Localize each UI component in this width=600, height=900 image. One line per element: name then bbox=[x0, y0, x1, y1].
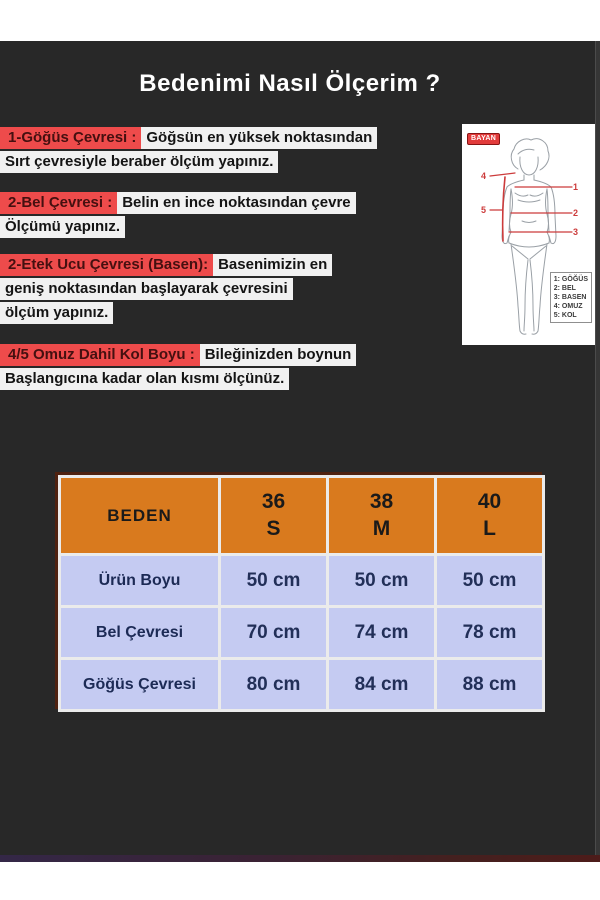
legend-item: 5: KOL bbox=[553, 312, 577, 319]
section-bel-cevresi bbox=[0, 192, 356, 240]
size-value-cell: 84 cm bbox=[328, 659, 436, 711]
size-column-36s: 36 S bbox=[220, 477, 328, 555]
marker-5: 5 bbox=[481, 205, 487, 215]
size-value-cell: 78 cm bbox=[436, 607, 544, 659]
size-table bbox=[58, 475, 545, 712]
measurement-figure-card bbox=[462, 124, 595, 345]
size-column-38m: 38 M bbox=[328, 477, 436, 555]
section-text: Basenimizin en bbox=[213, 254, 332, 276]
section-text: Bileğinizden boynun bbox=[200, 344, 357, 366]
marker-4: 4 bbox=[481, 171, 487, 181]
section-text: geniş noktasından başlayarak çevresini bbox=[0, 278, 293, 300]
page-title: Bedenimi Nasıl Ölçerim ? bbox=[139, 70, 441, 97]
size-value-cell: 50 cm bbox=[220, 555, 328, 607]
measure-line-4 bbox=[490, 173, 515, 176]
row-label: Ürün Boyu bbox=[60, 555, 220, 607]
table-row-bel-cevresi bbox=[60, 607, 544, 659]
measure-legend bbox=[550, 272, 592, 323]
section-etek-ucu-cevresi bbox=[0, 254, 332, 326]
size-value-cell: 74 cm bbox=[328, 607, 436, 659]
table-row-gogus-cevresi bbox=[60, 659, 544, 711]
size-value-cell: 70 cm bbox=[220, 607, 328, 659]
table-row-urun-boyu bbox=[60, 555, 544, 607]
section-label: 1-Göğüs Çevresi : bbox=[0, 127, 141, 149]
section-text: Sırt çevresiyle beraber ölçüm yapınız. bbox=[0, 151, 278, 173]
marker-1: 1 bbox=[573, 182, 579, 192]
size-table-header-row bbox=[60, 477, 544, 555]
legend-item: 1: GÖĞÜS bbox=[553, 276, 588, 283]
section-text: ölçüm yapınız. bbox=[0, 302, 113, 324]
size-value-cell: 88 cm bbox=[436, 659, 544, 711]
marker-2: 2 bbox=[573, 208, 579, 218]
section-text: Ölçümü yapınız. bbox=[0, 216, 125, 238]
size-table-corner: BEDEN bbox=[60, 477, 220, 555]
section-label: 2-Etek Ucu Çevresi (Basen): bbox=[0, 254, 213, 276]
legend-item: 2: BEL bbox=[553, 285, 576, 292]
size-value-cell: 50 cm bbox=[436, 555, 544, 607]
section-label: 4/5 Omuz Dahil Kol Boyu : bbox=[0, 344, 200, 366]
section-omuz-kol-boyu bbox=[0, 344, 356, 392]
section-text: Belin en ince noktasından çevre bbox=[117, 192, 355, 214]
section-text: Göğsün en yüksek noktasından bbox=[141, 127, 377, 149]
measure-line-arm bbox=[503, 177, 505, 241]
bayan-badge: BAYAN bbox=[467, 133, 500, 145]
size-value-cell: 80 cm bbox=[220, 659, 328, 711]
section-label: 2-Bel Çevresi : bbox=[0, 192, 117, 214]
size-column-40l: 40 L bbox=[436, 477, 544, 555]
legend-item: 3: BASEN bbox=[553, 294, 587, 301]
marker-3: 3 bbox=[573, 227, 579, 237]
right-edge-strip bbox=[595, 41, 600, 855]
size-value-cell: 50 cm bbox=[328, 555, 436, 607]
section-text: Başlangıcına kadar olan kısmı ölçünüz. bbox=[0, 368, 289, 390]
section-gogus-cevresi bbox=[0, 127, 377, 175]
row-label: Göğüs Çevresi bbox=[60, 659, 220, 711]
bottom-gradient-strip bbox=[0, 855, 600, 862]
row-label: Bel Çevresi bbox=[60, 607, 220, 659]
legend-item: 4: OMUZ bbox=[553, 303, 583, 310]
